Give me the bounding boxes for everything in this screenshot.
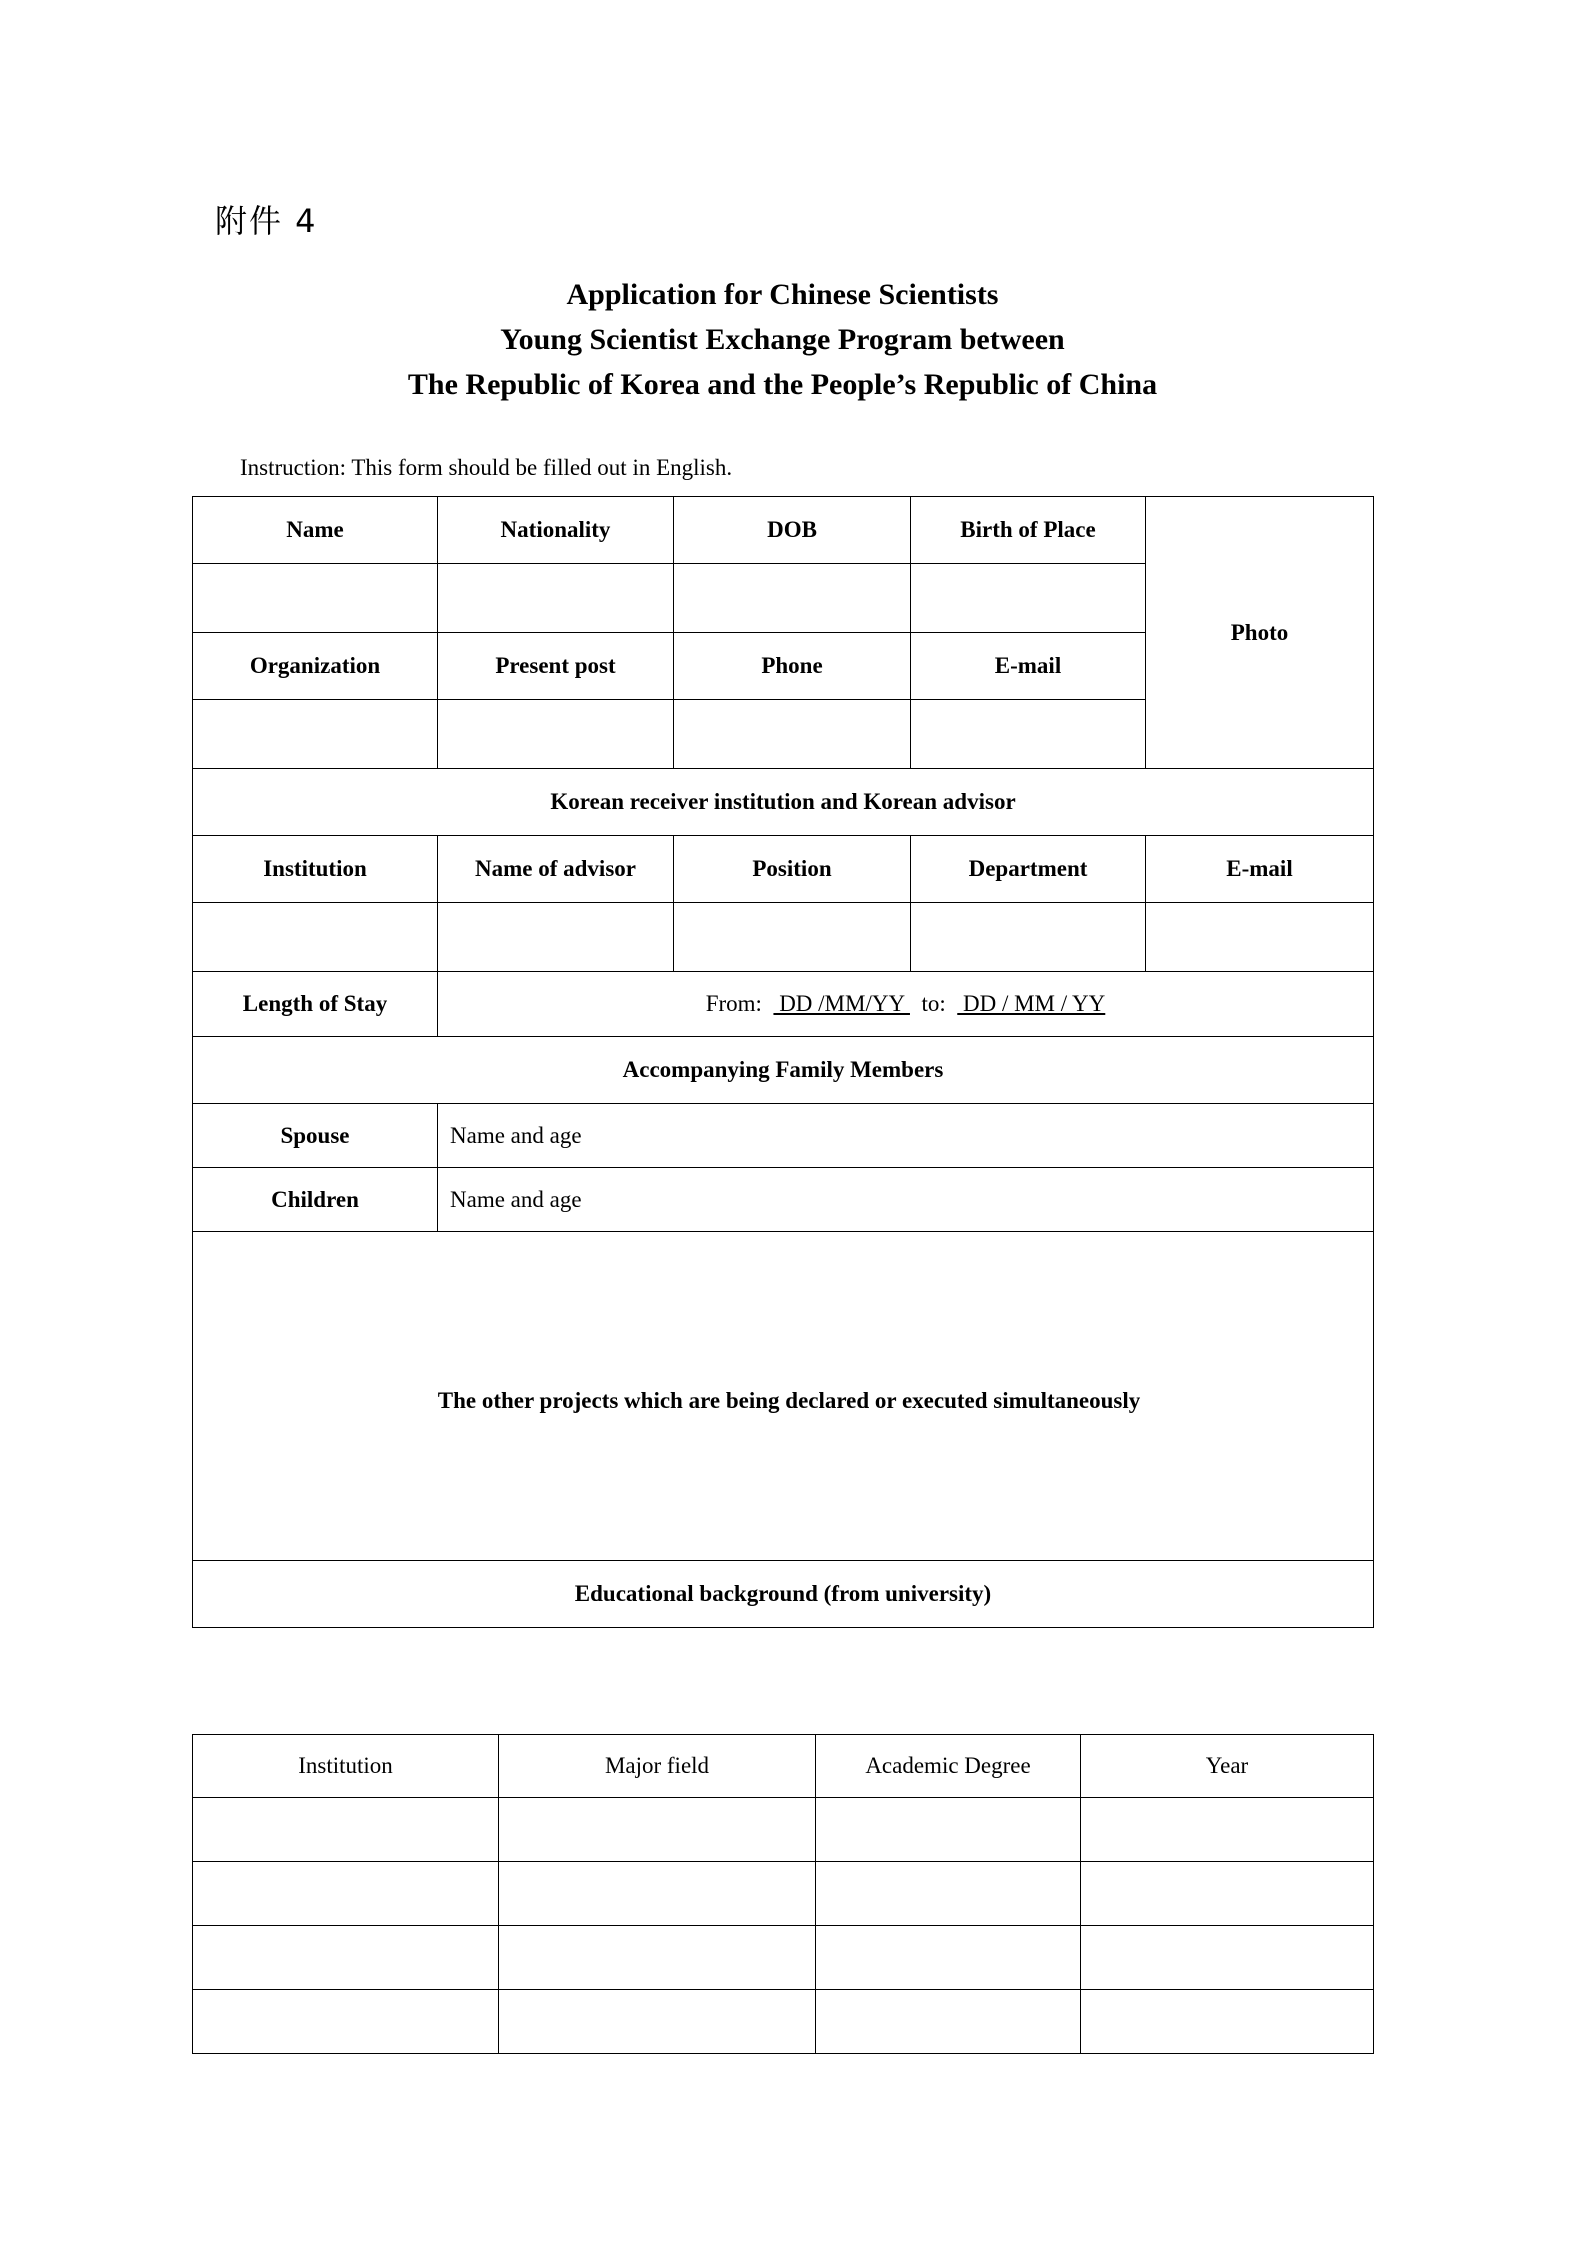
input-name[interactable]: [193, 564, 438, 633]
label-spouse: Spouse: [193, 1104, 438, 1168]
input-korean-institution[interactable]: [193, 903, 438, 972]
korean-header-row: [193, 836, 1374, 903]
input-edu-institution[interactable]: [193, 1990, 499, 2054]
input-spouse[interactable]: Name and age: [438, 1104, 1374, 1168]
input-edu-institution[interactable]: [193, 1798, 499, 1862]
header-edu-institution: Institution: [193, 1735, 499, 1798]
input-edu-institution[interactable]: [193, 1926, 499, 1990]
header-edu-year: Year: [1081, 1735, 1374, 1798]
input-edu-academic-degree[interactable]: [816, 1798, 1081, 1862]
family-section-title-row: [193, 1037, 1374, 1104]
from-label: From:: [705, 991, 762, 1016]
application-form-table: [192, 496, 1374, 1628]
header-korean-position: Position: [674, 836, 911, 903]
education-row: [193, 1798, 1374, 1862]
length-of-stay-value[interactable]: [438, 972, 1374, 1037]
header-email: E-mail: [911, 633, 1146, 700]
family-section-title: Accompanying Family Members: [193, 1037, 1374, 1104]
education-row: [193, 1990, 1374, 2054]
input-korean-advisor-name[interactable]: [438, 903, 674, 972]
korean-section-title: Korean receiver institution and Korean advisor: [193, 769, 1374, 836]
header-organization: Organization: [193, 633, 438, 700]
education-table: [192, 1734, 1374, 2054]
education-section-title: Educational background (from university): [193, 1561, 1374, 1628]
header-birth-of-place: Birth of Place: [911, 497, 1146, 564]
input-edu-major-field[interactable]: [499, 1990, 816, 2054]
input-children[interactable]: Name and age: [438, 1168, 1374, 1232]
input-edu-year[interactable]: [1081, 1926, 1374, 1990]
page-title: [192, 272, 1373, 407]
header-edu-academic-degree: Academic Degree: [816, 1735, 1081, 1798]
header-phone: Phone: [674, 633, 911, 700]
korean-section-title-row: [193, 769, 1374, 836]
input-edu-year[interactable]: [1081, 1862, 1374, 1926]
instruction-text: Instruction: This form should be filled out in English.: [240, 455, 733, 480]
input-edu-year[interactable]: [1081, 1798, 1374, 1862]
input-phone[interactable]: [674, 700, 911, 769]
header-korean-email: E-mail: [1146, 836, 1374, 903]
header-nationality: Nationality: [438, 497, 674, 564]
input-edu-institution[interactable]: [193, 1862, 499, 1926]
from-date-field[interactable]: DD /MM/YY: [773, 991, 910, 1016]
length-of-stay-row: [193, 972, 1374, 1037]
title-line-3: The Republic of Korea and the People’s Republic of China: [407, 368, 1158, 401]
header-korean-institution: Institution: [193, 836, 438, 903]
korean-input-row: [193, 903, 1374, 972]
input-edu-academic-degree[interactable]: [816, 1990, 1081, 2054]
input-korean-department[interactable]: [911, 903, 1146, 972]
header-present-post: Present post: [438, 633, 674, 700]
label-length-of-stay: Length of Stay: [193, 972, 438, 1037]
photo-cell[interactable]: Photo: [1146, 497, 1374, 769]
input-dob[interactable]: [674, 564, 911, 633]
other-projects-title[interactable]: The other projects which are being declared or executed simultaneously: [193, 1232, 1374, 1561]
input-edu-academic-degree[interactable]: [816, 1862, 1081, 1926]
education-row: [193, 1862, 1374, 1926]
header-korean-advisor-name: Name of advisor: [438, 836, 674, 903]
header-korean-department: Department: [911, 836, 1146, 903]
input-edu-year[interactable]: [1081, 1990, 1374, 2054]
input-edu-major-field[interactable]: [499, 1926, 816, 1990]
input-korean-email[interactable]: [1146, 903, 1374, 972]
to-date-field[interactable]: DD / MM / YY: [957, 991, 1106, 1016]
spouse-row: [193, 1104, 1374, 1168]
to-label: to:: [921, 991, 946, 1016]
personal-header-row-1: [193, 497, 1374, 564]
header-name: Name: [193, 497, 438, 564]
header-edu-major-field: Major field: [499, 1735, 816, 1798]
input-edu-major-field[interactable]: [499, 1798, 816, 1862]
attachment-label: 附件 4: [215, 202, 318, 240]
education-row: [193, 1926, 1374, 1990]
title-line-1: Application for Chinese Scientists: [566, 278, 999, 311]
label-children: Children: [193, 1168, 438, 1232]
other-projects-row: [193, 1232, 1374, 1561]
input-birth-of-place[interactable]: [911, 564, 1146, 633]
input-present-post[interactable]: [438, 700, 674, 769]
input-organization[interactable]: [193, 700, 438, 769]
input-edu-major-field[interactable]: [499, 1862, 816, 1926]
input-korean-position[interactable]: [674, 903, 911, 972]
input-edu-academic-degree[interactable]: [816, 1926, 1081, 1990]
children-row: [193, 1168, 1374, 1232]
education-header-row: [193, 1735, 1374, 1798]
title-line-2: Young Scientist Exchange Program between: [500, 323, 1065, 356]
header-dob: DOB: [674, 497, 911, 564]
input-email[interactable]: [911, 700, 1146, 769]
education-section-title-row: [193, 1561, 1374, 1628]
input-nationality[interactable]: [438, 564, 674, 633]
